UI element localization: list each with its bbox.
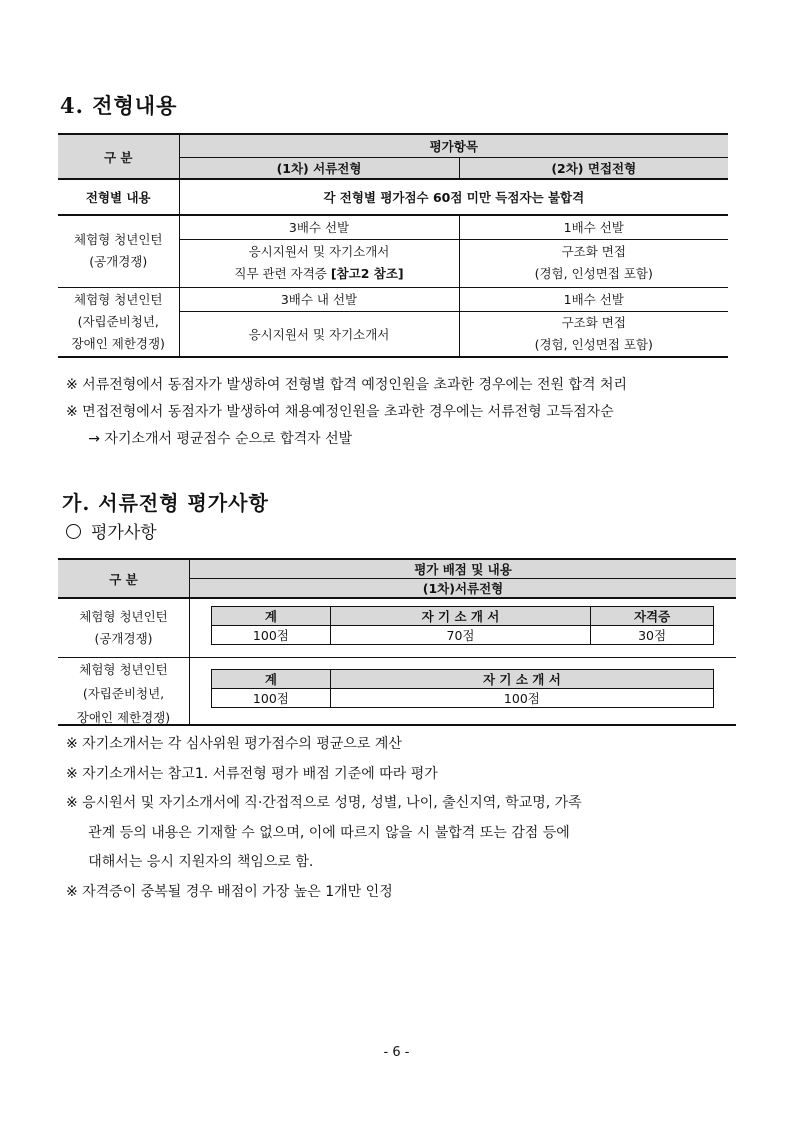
score-table bbox=[211, 606, 714, 645]
docs-ref: [참고2 참조] bbox=[330, 266, 404, 281]
s1-select: 3배수 내 선발 bbox=[179, 287, 459, 311]
note: ※ 자격증이 중복될 경우 배점이 가장 높은 1개만 인정 bbox=[66, 883, 393, 900]
group-cell bbox=[58, 215, 179, 287]
score-col-header: 자 기 소 개 서 bbox=[330, 607, 590, 626]
note: 대해서는 응시 지원자의 책임으로 함. bbox=[66, 854, 314, 870]
group-line: 체험형 청년인턴 bbox=[74, 291, 163, 307]
score-col-header: 계 bbox=[212, 670, 331, 689]
col-header: 구 분 bbox=[58, 134, 179, 179]
page-number: - 6 - bbox=[383, 1045, 410, 1060]
subtitle-text: 평가사항 bbox=[91, 523, 157, 543]
group-line: (자립준비청년, bbox=[77, 313, 159, 329]
group-line: 체험형 청년인턴 bbox=[79, 662, 168, 677]
score-col-header: 자 기 소 개 서 bbox=[330, 670, 713, 689]
docs-line: 응시지원서 및 자기소개서 bbox=[248, 244, 390, 259]
s2-method bbox=[459, 239, 728, 287]
docs-line bbox=[180, 263, 459, 285]
circle-bullet-icon bbox=[66, 524, 81, 539]
method-line: (경험, 인성면접 포함) bbox=[534, 336, 653, 352]
method-line: (경험, 인성면접 포함) bbox=[534, 266, 653, 281]
selection-table bbox=[58, 133, 728, 358]
note: ※ 서류전형에서 동점자가 발생하여 전형별 합격 예정인원을 초과한 경우에는 전원 합격 처리 bbox=[66, 377, 628, 393]
note: ※ 자기소개서는 참고1. 서류전형 평가 배점 기준에 따라 평가 bbox=[66, 765, 438, 782]
group-cell bbox=[58, 658, 189, 724]
group-line: 체험형 청년인턴 bbox=[79, 609, 168, 624]
score-value: 30점 bbox=[591, 626, 714, 645]
divider bbox=[189, 599, 190, 724]
group-line: (공개경쟁) bbox=[89, 254, 148, 270]
s1-select: 3배수 선발 bbox=[179, 215, 459, 239]
group-line: (자립준비청년, bbox=[82, 686, 165, 701]
stage2-header: (2차) 면접전형 bbox=[459, 157, 728, 179]
group-cell bbox=[58, 599, 189, 657]
header1: 평가 배점 및 내용 bbox=[190, 560, 736, 579]
note: ※ 면접전형에서 동점자가 발생하여 채용예정인원을 초과한 경우에는 서류전형 고득점자순 bbox=[66, 404, 614, 420]
score-table bbox=[211, 669, 714, 708]
col-header: 구 분 bbox=[58, 560, 190, 599]
note: 관계 등의 내용은 기재할 수 없으며, 이에 따르지 않을 시 불합격 또는 감점 등에 bbox=[66, 824, 570, 841]
group-line: 장애인 제한경쟁) bbox=[76, 710, 171, 725]
eval-header: 평가항목 bbox=[179, 134, 728, 157]
evaluation-table bbox=[58, 558, 736, 726]
score-value: 100점 bbox=[212, 626, 331, 645]
method-line: 구조화 면접 bbox=[561, 244, 626, 259]
notes-block bbox=[66, 730, 582, 907]
subsection-title: 가. 서류전형 평가사항 bbox=[62, 491, 269, 515]
score-value: 70점 bbox=[330, 626, 590, 645]
notes-block bbox=[66, 372, 627, 453]
docs-text: 직무 관련 자격증 bbox=[234, 266, 331, 281]
note: → 자기소개서 평균점수 순으로 합격자 선발 bbox=[66, 431, 353, 447]
rule-text: 각 전형별 평가점수 60점 미만 득점자는 불합격 bbox=[179, 179, 728, 215]
section-title: 4. 전형내용 bbox=[60, 93, 178, 118]
score-col-header: 자격증 bbox=[591, 607, 714, 626]
note: ※ 자기소개서는 각 심사위원 평가점수의 평균으로 계산 bbox=[66, 736, 402, 752]
s2-select: 1배수 선발 bbox=[459, 215, 728, 239]
group-line: (공개경쟁) bbox=[94, 631, 153, 646]
header2: (1차)서류전형 bbox=[190, 579, 736, 599]
s1-docs bbox=[179, 239, 459, 287]
group-line: 체험형 청년인턴 bbox=[74, 232, 163, 248]
method-line: 구조화 면접 bbox=[561, 314, 626, 330]
subsection-subtitle bbox=[66, 518, 157, 543]
s1-docs: 응시지원서 및 자기소개서 bbox=[179, 311, 459, 357]
s2-select: 1배수 선발 bbox=[459, 287, 728, 311]
score-value: 100점 bbox=[330, 689, 713, 708]
stage1-header: (1차) 서류전형 bbox=[179, 157, 459, 179]
rule-label: 전형별 내용 bbox=[58, 179, 179, 215]
s2-method bbox=[459, 311, 728, 357]
score-value: 100점 bbox=[212, 689, 331, 708]
group-cell bbox=[58, 287, 179, 357]
score-col-header: 계 bbox=[212, 607, 331, 626]
note: ※ 응시원서 및 자기소개서에 직·간접적으로 성명, 성별, 나이, 출신지역, 학교명, 가족 bbox=[66, 795, 582, 811]
group-line: 장애인 제한경쟁) bbox=[71, 335, 165, 351]
